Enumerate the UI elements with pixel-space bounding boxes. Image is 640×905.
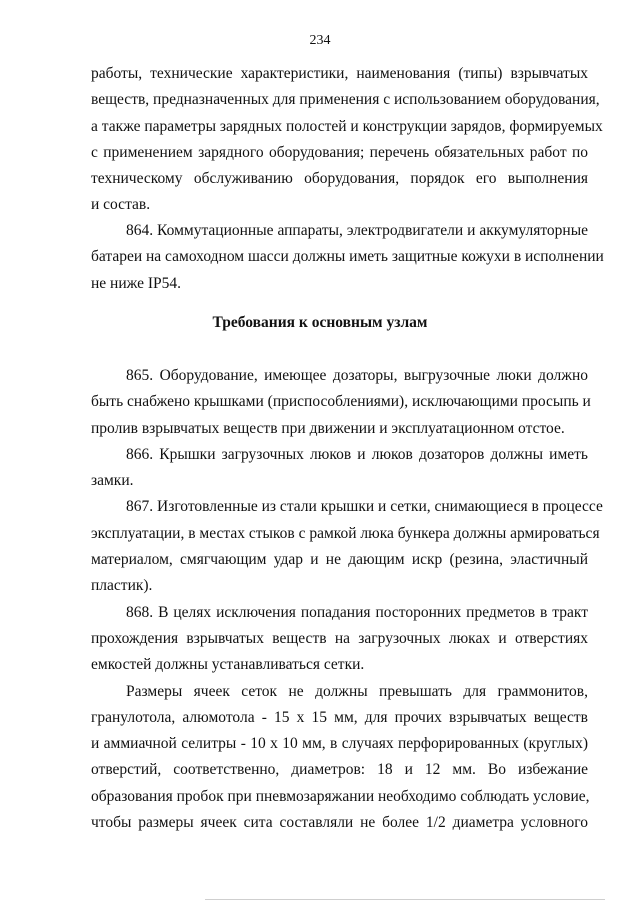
- text-line: пролив взрывчатых веществ при движении и эксплуатационном отстое.: [91, 419, 565, 437]
- text-line: чтобы размеры ячеек сита составляли не более 1/2 диаметра условного: [91, 814, 588, 832]
- text-line: и состав.: [91, 196, 151, 214]
- text-line: 866. Крышки загрузочных люков и люков дозаторов должны иметь: [126, 445, 588, 463]
- page-number: 234: [309, 33, 331, 48]
- text-line: техническому обслуживанию оборудования, порядок его выполнения: [91, 170, 588, 188]
- text-line: прохождения взрывчатых веществ на загрузочных люках и отверстиях: [91, 629, 588, 647]
- section-heading: Требования к основным узлам: [212, 314, 428, 331]
- paragraph-continuation: [91, 61, 603, 219]
- paragraph-group-865-868: [91, 363, 603, 836]
- text-line: материалом, смягчающим удар и не дающим искр (резина, эластичный: [91, 551, 588, 569]
- scan-edge-line: [205, 899, 605, 900]
- text-line: эксплуатации, в местах стыков с рамкой люка бункера должны армироваться: [91, 524, 600, 542]
- text-line: 868. В целях исключения попадания посторонних предметов в тракт: [126, 603, 588, 621]
- paragraph-864: [91, 218, 604, 297]
- text-line: быть снабжено крышками (приспособлениями), исключающими просыпь и: [91, 393, 591, 411]
- text-line: замки.: [91, 472, 134, 490]
- text-line: отверстий, соответственно, диаметров: 18 и 12 мм. Во избежание: [91, 761, 588, 779]
- text-line: Размеры ячеек сеток не должны превышать для граммонитов,: [126, 682, 588, 700]
- text-line: 865. Оборудование, имеющее дозаторы, выгрузочные люки должно: [126, 367, 588, 384]
- text-line: пластик).: [91, 577, 153, 595]
- text-line: работы, технические характеристики, наименования (типы) взрывчатых: [91, 65, 588, 82]
- text-line: не ниже IP54.: [91, 274, 182, 292]
- text-line: емкостей должны устанавливаться сетки.: [91, 656, 365, 674]
- text-line: с применением зарядного оборудования; перечень обязательных работ по: [91, 143, 588, 161]
- text-line: и аммиачной селитры - 10 х 10 мм, в случаях перфорированных (круглых): [91, 735, 588, 753]
- text-line: веществ, предназначенных для применения с использованием оборудования,: [91, 91, 600, 109]
- text-line: 864. Коммутационные аппараты, электродвигатели и аккумуляторные: [126, 222, 588, 239]
- text-line: батареи на самоходном шасси должны иметь защитные кожухи в исполнении: [91, 248, 604, 266]
- text-line: а также параметры зарядных полостей и конструкции зарядов, формируемых: [91, 117, 603, 135]
- text-line: 867. Изготовленные из стали крышки и сетки, снимающиеся в процессе: [126, 498, 603, 516]
- text-line: гранулотола, алюмотола - 15 х 15 мм, для прочих взрывчатых веществ: [91, 708, 588, 726]
- text-line: образования пробок при пневмозаряжании необходимо соблюдать условие,: [91, 787, 590, 805]
